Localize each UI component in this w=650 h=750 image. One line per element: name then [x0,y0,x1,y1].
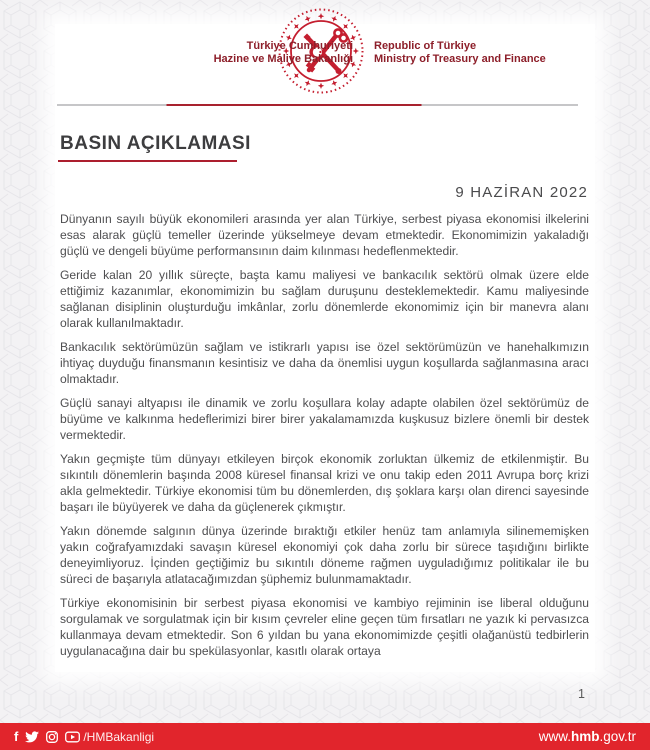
footer-bar [0,723,650,750]
org-name-tr-line1: Türkiye Cumhuriyeti [246,40,353,52]
facebook-icon[interactable]: f [14,729,19,744]
youtube-icon[interactable] [65,731,80,743]
release-date: 9 HAZİRAN 2022 [455,184,588,201]
page-number: 1 [578,687,585,701]
paragraph-4: Güçlü sanayi altyapısı ile dinamik ve zorlu koşullara kolay adapte olabilen özel sektörümüz de büyüme ve kalkınma hedeflerimizi birer birer yakalamamızda kuşkusuz bizlere önemli bir destek vermektedir. [60,396,589,442]
website-link[interactable] [539,729,636,744]
paragraph-6: Yakın dönemde salgının dünya üzerinde bıraktığı etkiler henüz tam anlamıyla silinememişken yakın coğrafyamızdaki savaşın küresel ekonomiyi çok daha zorlu bir sürece taşıdığını birlikte deneyimliyoruz. İçinden geçtiğimiz bu sıkıntılı döneme rağmen uyguladığımız politikalar ile bu süreci de başarıyla atlatacağımızdan şüphemiz bulunmamaktadır. [60,524,589,586]
social-handle[interactable]: /HMBakanligi [83,729,155,744]
org-name-en-line2: Ministry of Treasury and Finance [374,52,546,65]
page-title-underline [58,160,237,162]
org-name-turkish [168,40,353,65]
social-links [14,730,154,744]
website-www: www. [538,729,571,744]
paragraph-5: Yakın geçmişte tüm dünyayı etkileyen birçok ekonomik zorluktan ülkemiz de etkilenmiştir. Bu sıkıntılı dönemlerin başında 2008 küresel finansal krizi ve onu takip eden 2011 Avrupa borç krizi akla gelmektedir. Türkiye ekonomisi tüm bu dönemlerden, dış şoklara karşı olan direnci sayesinde başarı ile büyüyerek ve daha da güçlenerek çıkmıştır. [60,452,589,514]
website-hmb: hmb [570,729,600,744]
paragraph-2: Geride kalan 20 yıllık süreçte, başta kamu maliyesi ve bankacılık sektörü olmak üzere elde ettiğimiz kazanımlar, ekonomimizin bu sağlam duruşunu desteklemektedir. Kamu maliyesinde sağlanan disiplinin oluşturduğu imkânlar, zorlu dönemlerde ekonomimiz için bir manevra alanı olarak kullanılmaktadır. [60,268,589,330]
instagram-icon[interactable] [46,731,58,743]
paragraph-1: Dünyanın sayılı büyük ekonomileri arasında yer alan Türkiye, serbest piyasa ekonomisi ilkelerini esas alarak güçlü temeller üzerinde yükselmeye devam etmektedir. Ekonomimizin yakaladığı güçlü ve dengeli büyüme performansının daim kılınması hedeflenmektedir. [60,212,589,258]
paragraph-7: Türkiye ekonomisinin bir serbest piyasa ekonomisi ve kambiyo rejiminin ise liberal olduğunu sorgulamak ve sorgulatmak için bir kısım çevreler eline geçen tüm fırsatları ne yazık ki pervasızca kullanmaya devam etmektedir. Son 6 yıldan bu yana ekonomimizde çeşitli olağanüstü tedbirlerin uygulanacağına dair bu spekülasyonlar, kasıtlı olarak ortaya [60,596,589,658]
page-title: BASIN AÇIKLAMASI [60,133,251,154]
paragraph-3: Bankacılık sektörümüzün sağlam ve istikrarlı yapısı ise özel sektörümüzün ve hanehalkımızın ihtiyaç duyduğu finansmanın kesintisiz ve daha da önemlisi uygun koşullarda sağlanmasına aracı olmaktadır. [60,340,589,386]
press-release-body [60,211,589,667]
org-name-english [374,40,574,65]
org-name-en-line1: Republic of Türkiye [374,40,477,52]
header-separator-rule [57,104,578,106]
website-suffix: .gov.tr [599,729,636,744]
org-name-tr-line2: Hazine ve Maliye Bakanlığı [213,52,353,65]
twitter-icon[interactable] [25,731,39,743]
